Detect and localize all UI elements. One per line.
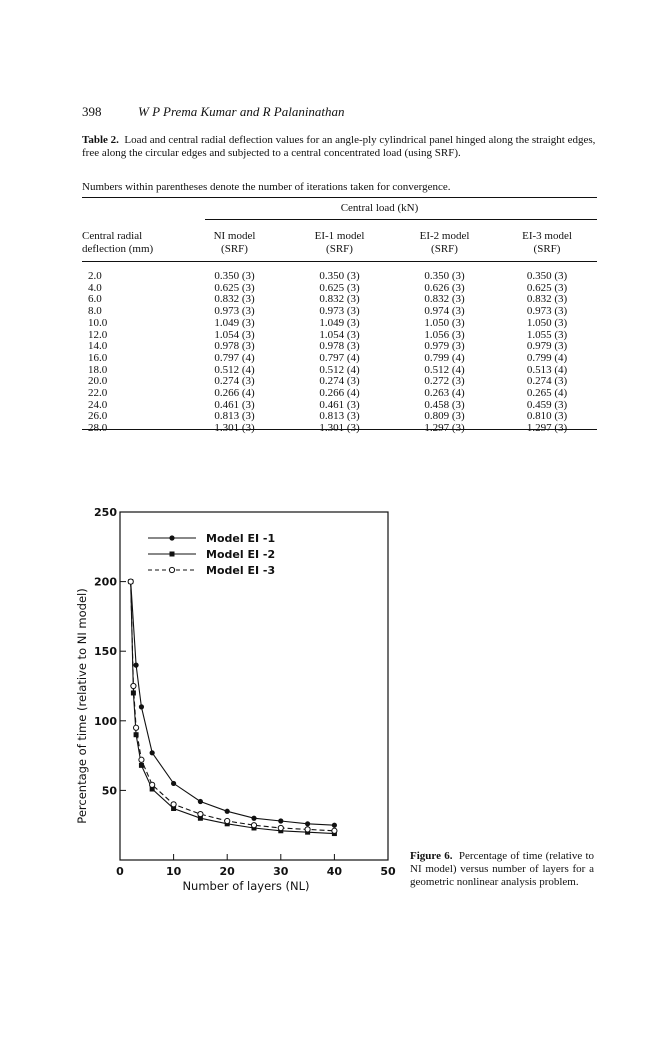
table-row bbox=[82, 353, 597, 365]
table-cell: 1.054 (3) bbox=[214, 328, 255, 341]
table-cell: 0.274 (3) bbox=[214, 375, 255, 388]
y-tick-label: 100 bbox=[94, 714, 117, 728]
table-cell: 0.979 (3) bbox=[526, 340, 568, 353]
table-cell: 0.512 (4) bbox=[214, 363, 255, 376]
running-header bbox=[82, 104, 345, 120]
x-axis-label: Number of layers (NL) bbox=[182, 879, 310, 893]
table-cell: 0.274 (3) bbox=[319, 375, 360, 388]
x-tick-label: 40 bbox=[326, 865, 343, 878]
table-cell: 0.266 (4) bbox=[319, 387, 360, 400]
table-cell: 0.274 (3) bbox=[526, 375, 568, 388]
table-note: Numbers within parentheses denote the number of iterations taken for convergence. bbox=[82, 181, 451, 193]
table-cell: 1.301 (3) bbox=[319, 422, 360, 435]
table-cell: 20.0 bbox=[88, 375, 108, 388]
data-point bbox=[332, 828, 337, 833]
data-point bbox=[305, 821, 310, 826]
table-cell: 0.809 (3) bbox=[424, 410, 465, 423]
data-point bbox=[225, 809, 230, 814]
figure-caption bbox=[410, 850, 594, 889]
table-cell: 1.056 (3) bbox=[424, 328, 465, 341]
table-cell: 0.973 (3) bbox=[214, 305, 255, 318]
table-cell: 0.266 (4) bbox=[214, 387, 255, 400]
table-row bbox=[82, 318, 597, 330]
table-caption-label: Table 2. bbox=[82, 134, 119, 146]
data-point bbox=[169, 535, 174, 540]
table-cell: 0.973 (3) bbox=[319, 305, 360, 318]
table-cell: 0.832 (3) bbox=[424, 293, 465, 306]
legend-entry bbox=[148, 548, 275, 561]
data-point bbox=[150, 782, 155, 787]
table-cell: 16.0 bbox=[88, 351, 108, 364]
data-point bbox=[171, 781, 176, 786]
table-cell: 1.297 (3) bbox=[424, 422, 465, 435]
x-tick-label: 50 bbox=[380, 865, 396, 878]
table-cell: 0.458 (3) bbox=[424, 398, 465, 411]
x-tick-label: 0 bbox=[116, 865, 124, 878]
data-point bbox=[139, 757, 144, 762]
data-point bbox=[133, 725, 138, 730]
x-tick-label: 20 bbox=[219, 865, 235, 878]
y-tick-label: 200 bbox=[94, 575, 117, 589]
table-cell: 1.049 (3) bbox=[214, 316, 255, 329]
running-authors: W P Prema Kumar and R Palaninathan bbox=[138, 104, 345, 119]
table-cell: 0.265 (4) bbox=[526, 387, 568, 400]
series-2 bbox=[128, 579, 337, 836]
data-point bbox=[139, 704, 144, 709]
table-cell: 1.049 (3) bbox=[319, 316, 360, 329]
table-group-header: Central load (kN) bbox=[340, 202, 419, 214]
table-cell: 0.263 (4) bbox=[424, 387, 465, 400]
table-cell: 0.625 (3) bbox=[526, 281, 568, 294]
legend-label: Model EI -2 bbox=[206, 548, 276, 561]
table-cell: 0.625 (3) bbox=[319, 281, 360, 294]
table-cell: 0.973 (3) bbox=[526, 305, 568, 318]
table-cell: 0.813 (3) bbox=[319, 410, 360, 423]
table-cell: 0.626 (3) bbox=[424, 281, 465, 294]
table-cell: 0.350 (3) bbox=[526, 270, 568, 282]
table-cell: 0.513 (4) bbox=[526, 363, 568, 376]
data-point bbox=[225, 818, 230, 823]
figure-6 bbox=[60, 490, 400, 925]
y-tick-label: 150 bbox=[94, 645, 117, 659]
column-header: EI-1 model (SRF) bbox=[314, 230, 365, 255]
table-cell: 26.0 bbox=[88, 410, 108, 423]
table-cell: 0.350 (3) bbox=[214, 270, 255, 282]
table-row bbox=[82, 262, 597, 283]
table-cell: 0.350 (3) bbox=[319, 270, 360, 282]
table-cell: 1.050 (3) bbox=[526, 316, 568, 329]
table-cell: 0.832 (3) bbox=[526, 293, 568, 306]
table-cell: 2.0 bbox=[88, 270, 102, 282]
data-point bbox=[198, 799, 203, 804]
table-cell: 22.0 bbox=[88, 387, 108, 400]
table-header-rule bbox=[82, 261, 597, 262]
y-tick-label: 50 bbox=[101, 784, 117, 798]
table-cell: 1.050 (3) bbox=[424, 316, 465, 329]
data-point bbox=[131, 690, 136, 695]
table-cell: 0.461 (3) bbox=[214, 398, 255, 411]
table-cell: 0.979 (3) bbox=[424, 340, 465, 353]
legend-label: Model EI -1 bbox=[206, 532, 276, 545]
table-cell: 1.301 (3) bbox=[214, 422, 255, 435]
table-cell: 0.799 (4) bbox=[424, 351, 465, 364]
table-cell: 12.0 bbox=[88, 328, 108, 341]
data-point bbox=[198, 811, 203, 816]
data-point bbox=[131, 683, 136, 688]
column-header: NI model (SRF) bbox=[213, 230, 256, 255]
series-line bbox=[131, 582, 335, 826]
data-point bbox=[150, 750, 155, 755]
table-cell: 0.512 (4) bbox=[424, 363, 465, 376]
column-header: EI-3 model (SRF) bbox=[522, 230, 572, 255]
table-cell: 1.054 (3) bbox=[319, 328, 360, 341]
table-cell: 1.297 (3) bbox=[526, 422, 568, 435]
table-cell: 0.459 (3) bbox=[526, 398, 568, 411]
legend-entry bbox=[148, 564, 275, 577]
table-cell: 0.512 (4) bbox=[319, 363, 360, 376]
data-point bbox=[128, 579, 133, 584]
table-caption bbox=[82, 134, 597, 160]
series-1 bbox=[128, 579, 337, 828]
data-point bbox=[251, 816, 256, 821]
table-caption-text: Load and central radial deflection values for an angle-ply cylindrical panel hinged along the straight edges, free along the circular edges and subjected to a central concentrated load (using SRF). bbox=[82, 134, 596, 159]
table-cell: 0.461 (3) bbox=[319, 398, 360, 411]
table-bottom-rule bbox=[82, 429, 597, 430]
table-cell: 8.0 bbox=[88, 305, 102, 318]
table-cell: 0.797 (4) bbox=[214, 351, 255, 364]
table-cell: 0.813 (3) bbox=[214, 410, 255, 423]
data-point bbox=[251, 823, 256, 828]
group-header-rule bbox=[205, 219, 597, 220]
column-header: Central radial deflection (mm) bbox=[82, 230, 154, 255]
data-point bbox=[278, 818, 283, 823]
table-row bbox=[82, 388, 597, 400]
series-line bbox=[131, 582, 335, 831]
table-cell: 0.978 (3) bbox=[214, 340, 255, 353]
table-cell: 0.625 (3) bbox=[214, 281, 255, 294]
figure-caption-text: Percentage of time (relative to NI model) versus number of layers for a geometric nonlinear analysis problem. bbox=[410, 850, 595, 888]
table-cell: 6.0 bbox=[88, 293, 102, 306]
table-cell: 10.0 bbox=[88, 316, 108, 329]
figure-caption-label: Figure 6. bbox=[410, 850, 453, 862]
legend-entry bbox=[148, 532, 275, 545]
table-top-rule bbox=[82, 197, 597, 198]
table-cell: 18.0 bbox=[88, 363, 108, 376]
column-header: EI-2 model (SRF) bbox=[419, 230, 470, 255]
table-cell: 0.810 (3) bbox=[526, 410, 568, 423]
table-cell: 0.350 (3) bbox=[424, 270, 465, 282]
data-point bbox=[171, 802, 176, 807]
page-number: 398 bbox=[82, 104, 102, 119]
table-cell: 28.0 bbox=[88, 422, 108, 435]
table-cell: 24.0 bbox=[88, 398, 108, 411]
x-tick-label: 30 bbox=[273, 865, 289, 878]
data-point bbox=[332, 823, 337, 828]
table-cell: 4.0 bbox=[88, 281, 102, 294]
y-tick-label: 250 bbox=[94, 506, 117, 519]
data-point bbox=[278, 825, 283, 830]
table-cell: 1.055 (3) bbox=[526, 328, 568, 341]
table-cell: 14.0 bbox=[88, 340, 108, 353]
x-tick-label: 10 bbox=[165, 865, 182, 878]
table-cell: 0.832 (3) bbox=[319, 293, 360, 306]
table-header-row bbox=[82, 230, 597, 262]
table-cell: 0.272 (3) bbox=[424, 375, 465, 388]
data-point bbox=[133, 663, 138, 668]
data-point bbox=[169, 567, 174, 572]
y-axis-label: Percentage of time (relative to NI model) bbox=[75, 588, 89, 824]
series-line bbox=[131, 582, 335, 834]
table-cell: 0.978 (3) bbox=[319, 340, 360, 353]
data-point bbox=[139, 763, 144, 768]
data-point bbox=[170, 552, 175, 557]
table-cell: 0.974 (3) bbox=[424, 305, 465, 318]
table-cell: 0.799 (4) bbox=[526, 351, 568, 364]
line-chart bbox=[60, 490, 400, 920]
data-point bbox=[305, 827, 310, 832]
legend-label: Model EI -3 bbox=[206, 564, 276, 577]
table-cell: 0.832 (3) bbox=[214, 293, 255, 306]
table-cell: 0.797 (4) bbox=[319, 351, 360, 364]
